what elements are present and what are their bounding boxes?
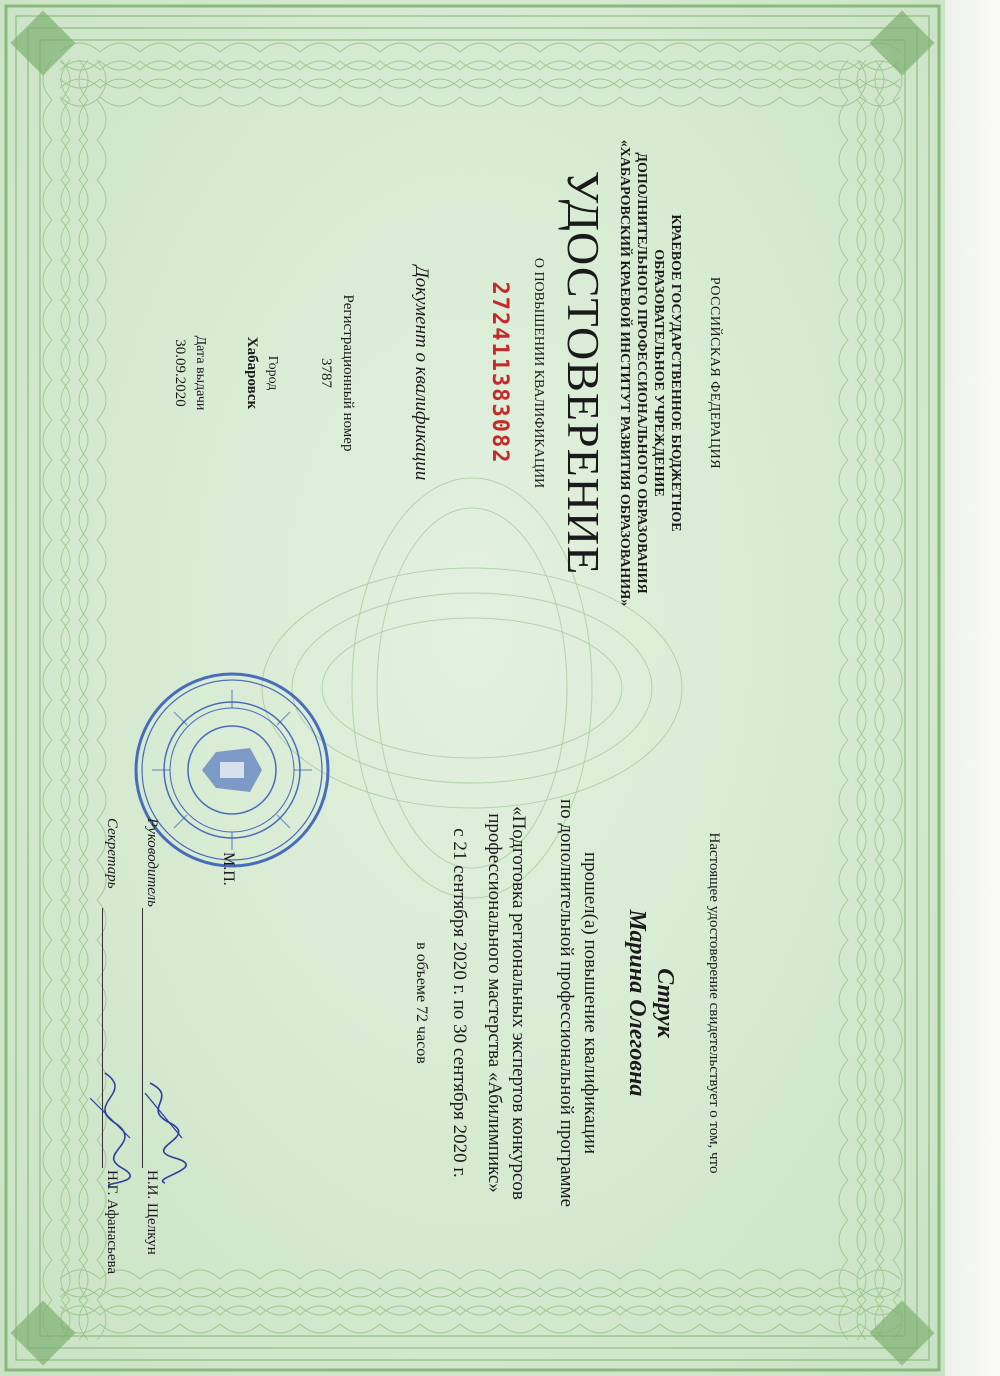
document-title: УДОСТОВЕРЕНИЕ: [558, 170, 609, 576]
secretary-signature: [80, 1068, 140, 1188]
training-period: с 21 сентября 2020 г. по 30 сентября 2020 г.: [449, 828, 470, 1178]
scan-margin: [945, 0, 1000, 1376]
org-line: КРАЕВОЕ ГОСУДАРСТВЕННОЕ БЮДЖЕТНОЕ: [668, 214, 683, 532]
secretary-role: Секретарь: [104, 818, 120, 889]
holder-surname: Струк: [652, 968, 678, 1038]
org-line: ДОПОЛНИТЕЛЬНОГО ПРОФЕССИОНАЛЬНОГО ОБРАЗОВАНИЯ: [634, 152, 649, 594]
program-line: «Подготовка региональных экспертов конкурсов: [508, 806, 529, 1200]
document-number: 272411383082: [487, 281, 512, 465]
document-kind: Документ о квалификации: [411, 265, 432, 481]
holder-intro: Настоящее удостоверение свидетельствует о том, что: [706, 832, 722, 1174]
wave-line: [60, 43, 900, 52]
issue-date: 30.09.2020: [172, 339, 188, 407]
head-name: Н.И. Щелкун: [144, 1170, 160, 1255]
registration-label: Регистрационный номер: [340, 294, 356, 452]
certificate-content: [42, 58, 902, 1318]
organization-name: [616, 58, 684, 688]
org-line: ОБРАЗОВАТЕЛЬНОЕ УЧРЕЖДЕНИЕ: [651, 249, 666, 497]
program-title: [482, 688, 530, 1318]
program-line: профессионального мастерства «Абилимпикс»: [484, 813, 505, 1193]
head-role: Руководитель: [144, 818, 160, 907]
right-page: [42, 688, 902, 1318]
stamp-mark: М.П.: [220, 852, 237, 886]
country-heading: РОССИЙСКАЯ ФЕДЕРАЦИЯ: [707, 276, 722, 470]
document-subtitle: О ПОВЫШЕНИИ КВАЛИФИКАЦИИ: [531, 257, 546, 489]
city-value: Хабаровск: [244, 336, 260, 410]
org-line: «ХАБАРОВСКИЙ КРАЕВОЙ ИНСТИТУТ РАЗВИТИЯ ОБРАЗОВАНИЯ»: [617, 139, 632, 607]
registration-number: 3787: [318, 358, 334, 388]
wave-line: [60, 1324, 900, 1333]
official-seal: [132, 670, 332, 870]
left-page: [42, 58, 902, 688]
statement-line: прошел(а) повышение квалификации: [580, 851, 601, 1155]
city-label: Город: [265, 355, 280, 391]
holder-name: Марина Олеговна: [624, 909, 650, 1097]
training-volume: в объеме 72 часов: [413, 942, 430, 1064]
qualification-statement: [554, 688, 602, 1318]
statement-line: по дополнительной профессиональной программе: [556, 798, 577, 1208]
issue-date-label: Дата выдачи: [193, 335, 208, 411]
secretary-name: Н.Г. Афанасьева: [104, 1170, 120, 1275]
